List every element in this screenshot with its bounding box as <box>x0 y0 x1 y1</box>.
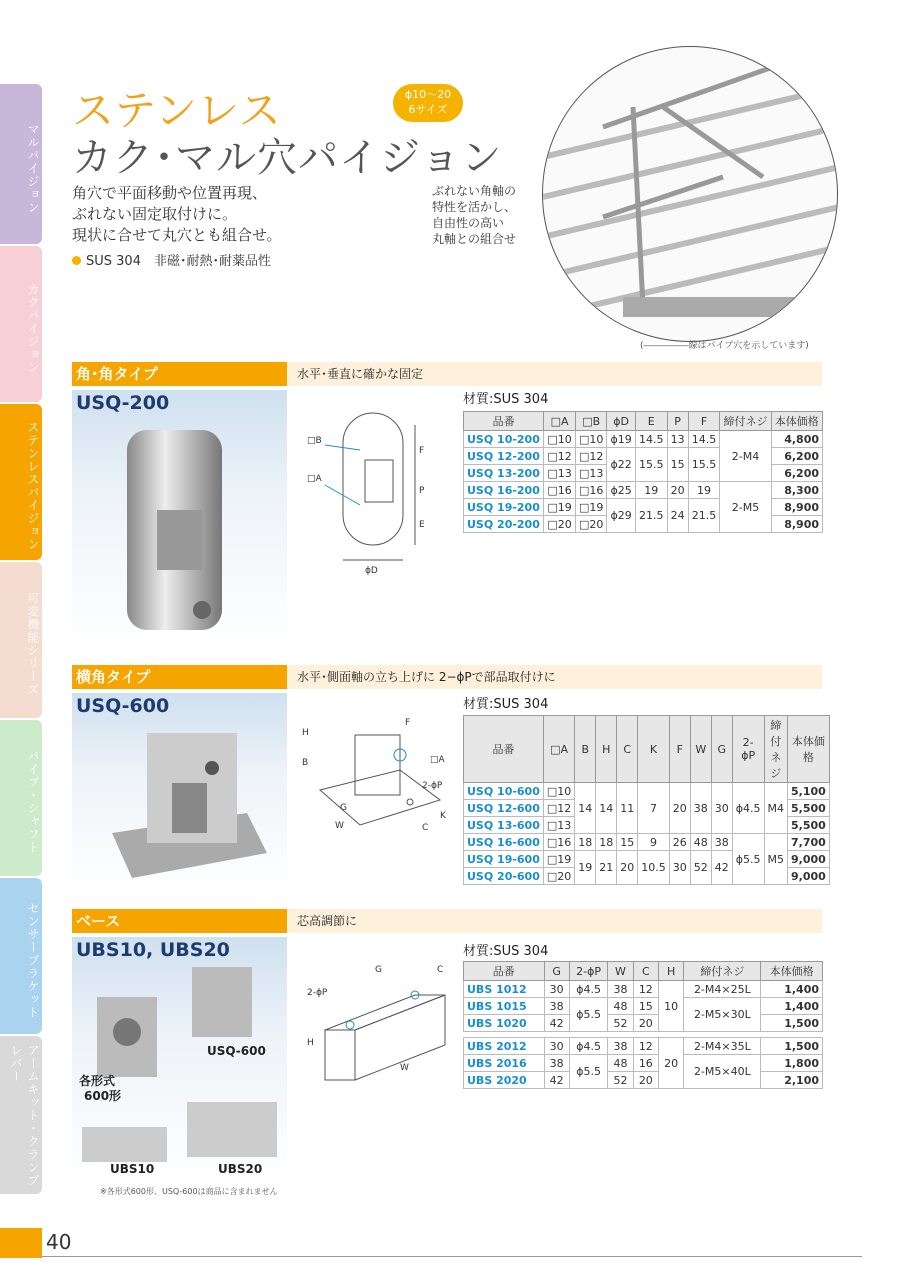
svg-text:C: C <box>437 965 444 975</box>
section-header-base: ベース 芯高調節に <box>72 909 822 933</box>
table-row: USQ 12-200 □12 □12 ϕ22 15.5 15 15.5 6,200 <box>464 448 823 465</box>
table-row: USQ 19-600 □19 19 21 20 10.5 30 52 42 9,000 <box>464 851 830 868</box>
table-row: USQ 20-600 □20 9,000 <box>464 868 830 885</box>
material-title-3: 材質:SUS 304 <box>463 944 549 959</box>
spec-table-ubs: 品番 G 2-ϕP W C H 締付ネジ 本体価格 UBS 1012 30 ϕ4.5 38 12 10 2-M4×25L 1,400 UBS 1015 38 ϕ5.5 48 15 2-M5×30L 1,400 UBS 1020 42 52 20 1,500 UBS 2012 30 ϕ4.5 38 12 20 2-M4×35L 1,500 UBS 2016 38 ϕ5.5 48 16 2-M5×40L 1,800 UBS 2020 42 52 20 2,100 <box>463 961 823 1089</box>
table-row: USQ 16-200 □16 □16 ϕ25 19 20 19 2-M5 8,300 <box>464 482 823 499</box>
size-badge: ϕ10～20 6サイズ <box>393 84 463 122</box>
spec-table-usq600: 品番 □A B H C K F W G 2-ϕP 締付ネジ 本体価格 USQ 10-600 □10 14 14 11 7 20 38 30 ϕ4.5 M4 5,100 USQ 12-600 □12 5,500 USQ 13-600 □13 5,500 USQ 16-600 □16 18 18 15 9 26 48 38 ϕ5.5 M5 7,700 USQ 19-600 □19 19 21 20 10.5 30 52 42 9,000 USQ 20-600 □20 9,000 <box>463 715 830 885</box>
svg-text:G: G <box>375 965 382 975</box>
table-row: UBS 1012 30 ϕ4.5 38 12 10 2-M4×25L 1,400 <box>464 981 823 998</box>
intro-text: 角穴で平面移動や位置再現、 ぶれない固定取付けに。 現状に合せて丸穴とも組合せ。 <box>72 184 282 244</box>
table-row: USQ 19-200 □19 □19 ϕ29 21.5 24 21.5 8,900 <box>464 499 823 516</box>
svg-text:ϕD: ϕD <box>365 566 378 575</box>
side-tab-maru[interactable]: マルパイジョン <box>0 84 42 244</box>
section-header-kaku: 角･角タイプ 水平･垂直に確かな固定 <box>72 362 822 386</box>
svg-text:C: C <box>422 823 429 833</box>
photo-caption: ぶれない角軸の 特性を活かし、 自由性の高い 丸軸との組合せ <box>432 184 517 246</box>
material-title-1: 材質:SUS 304 <box>463 392 549 407</box>
svg-text:F: F <box>419 446 425 456</box>
bottom-divider <box>42 1256 862 1257</box>
application-photo <box>542 46 838 342</box>
section-header-yokokaku: 横角タイプ 水平･側面軸の立ち上げに 2−ϕPで部品取付けに <box>72 665 822 689</box>
svg-text:W: W <box>335 821 344 831</box>
svg-text:K: K <box>440 811 446 821</box>
table-row: UBS 1015 38 ϕ5.5 48 15 2-M5×30L 1,400 <box>464 998 823 1015</box>
page-number-bar <box>0 1228 42 1258</box>
side-tab-pipe[interactable]: パイプ・シャフト <box>0 720 42 876</box>
side-tab-arm[interactable]: アームキット・クランプレバー <box>0 1036 42 1194</box>
table-row: UBS 2016 38 ϕ5.5 48 16 2-M5×40L 1,800 <box>464 1055 823 1072</box>
table-row: UBS 2012 30 ϕ4.5 38 12 20 2-M4×35L 1,500 <box>464 1038 823 1055</box>
svg-text:E: E <box>419 520 425 530</box>
svg-text:2-ϕP: 2-ϕP <box>307 988 328 998</box>
side-tab-kahen[interactable]: 可変機能シリーズ <box>0 562 42 718</box>
side-tab-stainless[interactable]: ステンレスパイジョン <box>0 404 42 560</box>
side-tab-sensor[interactable]: センサーブラケット <box>0 878 42 1034</box>
side-tab-kaku[interactable]: カクパイジョン <box>0 246 42 402</box>
svg-text:W: W <box>400 1063 409 1073</box>
title-line2: カク･マル穴パイジョン <box>72 135 503 181</box>
table-row: USQ 10-200 □10 □10 ϕ19 14.5 13 14.5 2-M4 4,800 <box>464 431 823 448</box>
table-row: USQ 13-600 □13 5,500 <box>464 817 830 834</box>
table-row: USQ 10-600 □10 14 14 11 7 20 38 30 ϕ4.5 M4 5,100 <box>464 783 830 800</box>
svg-text:G: G <box>340 803 347 813</box>
page-number: 40 <box>46 1230 72 1254</box>
title-line1: ステンレス <box>72 86 282 135</box>
product-photo-ubs: UBS10, UBS20 USQ-600 各形式 600形 UBS10 UBS20 <box>72 937 287 1182</box>
product-photo-usq200: USQ-200 <box>72 390 287 650</box>
table-row: USQ 13-200 □13 □13 6,200 <box>464 465 823 482</box>
table-row: USQ 20-200 □20 □20 8,900 <box>464 516 823 533</box>
table-row: UBS 2020 42 52 20 2,100 <box>464 1072 823 1089</box>
drawing-ubs <box>305 950 455 1104</box>
footnote: ※各形式600形、USQ-600は商品に含まれません <box>100 1187 278 1196</box>
svg-text:P: P <box>419 486 425 496</box>
spec-table-usq200: 品番 □A □B ϕD E P F 締付ネジ 本体価格 USQ 10-200 □10 □10 ϕ19 14.5 13 14.5 2-M4 4,800 USQ 12-200 □12 □12 ϕ22 15.5 15 15.5 6,200 USQ 13-200 □13 □13 6,200 USQ 16-200 □16 □16 ϕ25 19 20 19 2-M5 8,300 USQ 19-200 □19 □19 ϕ29 21.5 24 21.5 8,900 USQ 20-200 □20 □20 8,900 <box>463 411 823 533</box>
product-photo-usq600: USQ-600 <box>72 693 287 893</box>
svg-text:□A: □A <box>307 474 322 484</box>
dim-b-label: □B <box>307 436 322 446</box>
table-row: USQ 16-600 □16 18 18 15 9 26 48 38 ϕ5.5 M5 7,700 <box>464 834 830 851</box>
legend-note: (―――――線はパイプ穴を示しています) <box>640 341 809 351</box>
svg-text:F: F <box>405 718 411 728</box>
table-row: USQ 12-600 □12 5,500 <box>464 800 830 817</box>
material-line: SUS 304 非磁･耐熱･耐薬品性 <box>72 250 271 269</box>
svg-text:□A: □A <box>430 755 445 765</box>
material-title-2: 材質:SUS 304 <box>463 697 549 712</box>
svg-text:H: H <box>302 728 309 738</box>
table-row: UBS 1020 42 52 20 1,500 <box>464 1015 823 1032</box>
svg-text:H: H <box>307 1038 314 1048</box>
svg-text:B: B <box>302 758 309 768</box>
drawing-usq200 <box>305 395 445 579</box>
svg-text:2-ϕP: 2-ϕP <box>422 781 443 791</box>
drawing-usq600 <box>300 710 460 854</box>
